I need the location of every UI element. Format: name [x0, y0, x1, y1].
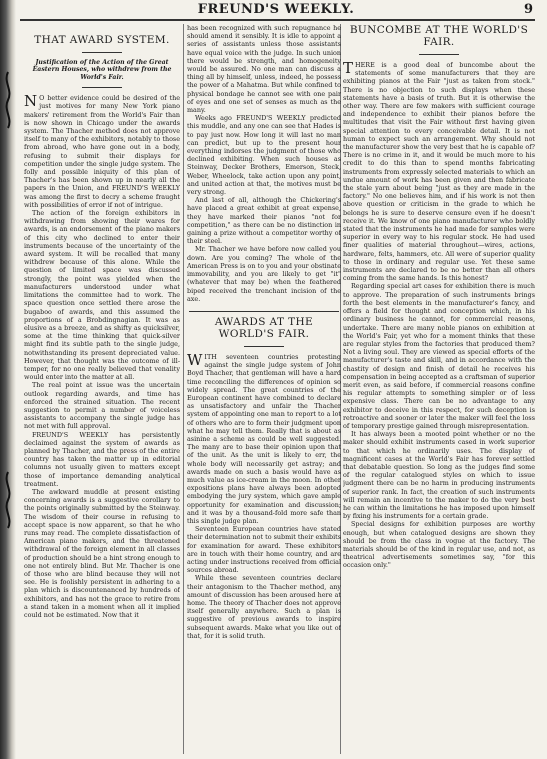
- article-subtitle: Justification of the Action of the Great Eastern Houses, who withdrew from the World's Fair.: [32, 59, 172, 81]
- title-rule: [419, 54, 459, 55]
- column-2: [187, 24, 341, 640]
- binding-ornament: [2, 470, 14, 530]
- page-binding: [0, 0, 16, 759]
- drop-cap: N: [24, 92, 38, 111]
- article-paragraph: THERE is a good deal of buncombe about the statements of some manufacturers that they are exhibiting pianos at the Fair "just as taken from stock." There is no objection to such displays when these statements have a basis of truth. But it is otherwise the other way. There are few makers with sufficient courage and independence to exhibit their pianos before the multitudes that visit the Fair without first having given special attention to every conceivable detail. It is not human to expect such an arrangement. Why should not the manufacturer show the very best that he is capable of? There is no crime in it, and it would be much more to his credit to do this than to spend months fabricating instruments from expressly selected materials to which an undue amount of work has been given and then fabricate the stale yarn about being "just as they are made in the factory." No one believes him, and if his work is not then above question or criticism in the grade to which he belongs he is sure to deserve censure even if he doesn't receive it. We know of one piano manufacturer who boldly stated that the instruments he had made for samples were superior in every way to his regular stock. He had used finer qualities of material throughout—wires, actions, hardware, felts, hammers, etc. All were of superior quality to those in ordinary and regular use. Yet these same instruments are declared to be no better than all others coming from the same hands. Is this honest?: [343, 59, 535, 283]
- article-title: BUNCOMBE AT THE WORLD'S FAIR.: [349, 24, 529, 48]
- article-paragraph: The action of the foreign exhibitors in withdrawing from showing their wares for awards, is an endorsement of the piano makers of this city who declined to enter their instruments because of the uncertainty of the award system. It will be recalled that many withdrew because of this alone. While the question of limited space was discussed strongly, the point was yielded when the manufacturers understood under what limitations the committee had to work. The space question once settled there arose the bugaboo of awards, and this assumed the proportions of a Brobdingnagian. It was as elusive as a breeze, and as shifty as quicksilver, some at the time thinking that quick-silver might find its subtle path to the single judge, notwithstanding its present depreciated value. However, that thought was the outcome of ill-temper, for no one really believed that venality would enter into the matter at all.: [24, 209, 180, 382]
- article-paragraph: FREUND'S WEEKLY has persistently declaimed against the system of awards as planned by Thacher, and the press of the entire country has taken the matter up in editorial columns not usually given to matters except those of importance demanding analytical treatment.: [24, 430, 180, 488]
- article-paragraph: It has always been a mooted point whether or no the maker should exhibit instruments cased in work superior to that which he ordinarily uses. The display of magnificent cases at the World's Fair has forever settled that debatable question. So long as the judges find some of the regular catalogued styles on which to issue judgment there can be no harm in producing instruments of superior rank. In fact, the creation of such instruments will remain an incentive to the maker to do the very best he can within the limitations he has imposed upon himself by fixing his instruments for a certain grade.: [343, 430, 535, 521]
- column-1: [24, 24, 180, 619]
- running-head: FREUND'S WEEKLY.: [197, 2, 355, 17]
- header-rule: [20, 19, 535, 21]
- column-3: [343, 24, 535, 570]
- article-paragraph: Weeks ago FREUND'S WEEKLY predicted this muddle, and any one can see that Hades is to pay just now. How long it will last no man can predict, but up to the present hour everything indorses the judgment of those who declined exhibiting. When such houses as Steinway, Decker Brothers, Emerson, Steck, Weber, Wheelock, take action upon any point, and united action at that, the motives must be very strong.: [187, 114, 341, 197]
- binding-ornament: [2, 70, 14, 130]
- article-paragraph: Seventeen European countries have stated their determination not to submit their exhibits for examination for award. These exhibitors are in touch with their home country, and are acting under instructions received from official sources abroad.: [187, 525, 341, 575]
- title-rule: [82, 52, 122, 53]
- article-paragraph: has been recognized with such repugnance he should amend it sensibly. It is idle to appoint a series of assistants unless those assistants have equal voice with the judge. In such union there would be strength, and homogeneity would be assured. No one man can discuss a thing all by himself, unless, indeed, he possess the power of a Mahatma. But while confined to physical bondage he cannot see with one pair of eyes and one set of senses as much as the many.: [187, 24, 341, 115]
- page-number: 9: [523, 2, 533, 17]
- title-rule: [82, 87, 122, 88]
- article-paragraph: Mr. Thacher we have before now called you down. Are you coming? The whole of the American Press is on to you and your obstinate immovability, and you are likely to get "it" (whatever that may be) when the feathered biped received the trenchant incision of the axe.: [187, 245, 341, 303]
- article-paragraph: WITH seventeen countries protesting against the single judge system of John Boyd Thacher, that gentleman will have a hard time reconciling the differences of opinion so widely spread. The great countries of the European continent have combined to declare as unsatisfactory and unfair the Thacher system of appointing one man to report to a lot of others who are to form their judgment upon what he may tell them. Really that is about as asinine a scheme as could be well suggested. The many are to base their opinion upon that of the unit. As the unit is likely to err, the whole body will necessarily get astray; and awards made on such a basis would have as much value as ice-cream in the moon. In other expositions plans have always been adopted embodying the jury system, which gave ample opportunity for examination and discussion; and it was by a thousand-fold more safe than this single judge plan.: [187, 350, 341, 525]
- article-paragraph: And last of all, although the Chickering's have placed a great exhibit at great expense, they have marked their pianos "not for competition," as there can be no distinction in gaining a prize without a competitor worthy of their steel.: [187, 196, 341, 246]
- article-paragraph: The real point at issue was the uncertain outlook regarding awards, and time has enforced the strained situation. The recent suggestion to permit a number of voiceless assistants to accompany the single judge has not met with full approval.: [24, 381, 180, 431]
- section-rule: [189, 311, 339, 312]
- article-title: THAT AWARD SYSTEM.: [34, 34, 170, 46]
- article-paragraph: N O better evidence could be desired of the just motives for many New York piano makers' retirement from the World's Fair than is now shown in Chicago under the awards system. The Thacher method does not approve itself to many of the exhibitors, notably to those from abroad, who have gone out in a body, refusing to submit their displays for competition under the single judge system. The folly and possible iniquity of this plan of Thacher's has been shown up in nearly all the papers in the Union, and FREUND'S WEEKLY was among the first to decry a scheme fraught with possibilities of error if not of intrigue.: [24, 92, 180, 209]
- drop-cap: W: [187, 350, 203, 369]
- article-paragraph: Special designs for exhibition purposes are worthy enough, but when catalogued designs are shown they should be from the class in vogue at the factory. The materials should be of the kind in regular use, and not, as theatrical advertisements sometimes say, "for this occasion only.": [343, 520, 535, 570]
- article-paragraph: The awkward muddle at present existing concerning awards is a suggestive corollary to the points originally submitted by the Steinway. The wisdom of their course in refusing to accept space is now apparent, so that he who runs may read. The complete dissatisfaction of American piano makers, and the threatened withdrawal of the foreign element in all classes of production should be a hint strong enough to one not entirely blind. But Mr. Thacher is one of those who are blind because they will not see. He is foolishly persistent in adhering to a plan which is discountenanced by hundreds of exhibitors, and has not the grace to retire from a stand taken in a moment when all it implied could not be estimated. Now that it: [24, 487, 180, 620]
- article-title: AWARDS AT THE WORLD'S FAIR.: [214, 315, 314, 340]
- drop-cap: T: [343, 59, 354, 77]
- article-paragraph: While these seventeen countries declare their antagonism to the Thacher method, any amount of discussion has been aroused here at home. The theory of Thacher does not approve itself generally anywhere. Such a plan is suggestive of previous awards to inspire subsequent awards. Make what you like out of that, for it is solid truth.: [187, 574, 341, 640]
- title-rule: [244, 346, 284, 347]
- column-rule: [183, 24, 184, 754]
- article-paragraph: Regarding special art cases for exhibition there is much to approve. The preparation of such instruments brings forth the best elements in the manufacturer's fancy, and offers a field for thought and conception which, in his ordinary business he cannot, for commercial reasons, undertake. There are many noble pianos on exhibition at the World's Fair, yet who for a moment thinks that these are regular styles from the factories that produced them? Not a living soul. They are viewed as special efforts of the manufacturer's taste and skill, and in accordance with the chastity of design and finish of detail he receives his compensation in being accepted as a craftsman of superior merit even, as said before, if commercial reasons confine his regular attempts to something simpler or of less expensive class. There can be no advantage to any exhibitor to deceive in this respect, for such deception is retroactive and sooner or later the maker will feel the loss of temporary prestige gained through misrepresentation.: [343, 282, 535, 430]
